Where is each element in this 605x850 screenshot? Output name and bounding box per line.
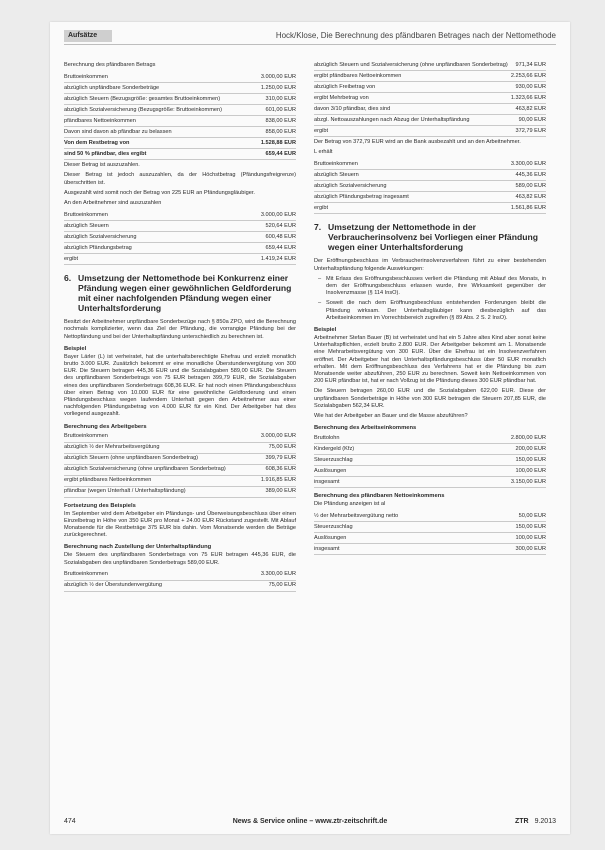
- calc-title: Berechnung des Arbeitseinkommens: [314, 425, 417, 432]
- row-label: Kindergeld (Kfz): [314, 445, 355, 452]
- row-amount: 100,00 EUR: [515, 467, 546, 474]
- issue-number: 9.2013: [534, 818, 556, 825]
- continuation-label: Fortsetzung des Beispiels: [64, 502, 136, 509]
- row-amount: 463,82 EUR: [515, 105, 546, 112]
- table-row: [64, 116, 296, 127]
- table-row: [64, 138, 296, 149]
- table-row: [314, 522, 546, 533]
- row-amount: 3.000,00 EUR: [260, 73, 296, 80]
- page-footer: [64, 816, 556, 828]
- bullet-icon: –: [318, 300, 322, 307]
- table-row: [64, 581, 296, 592]
- calc-title: Berechnung des pfändbaren Nettoeinkommens: [314, 493, 445, 500]
- table-row: [314, 466, 546, 477]
- table-row: [314, 544, 546, 555]
- table-row: [314, 170, 546, 181]
- row-label: abzüglich Pfändungsbetrag insgesamt: [314, 193, 409, 200]
- row-amount: 399,79 EUR: [265, 455, 296, 462]
- row-label: abzüglich Sozialversicherung: [64, 233, 137, 240]
- row-amount: 659,44 EUR: [265, 244, 296, 251]
- table-row: [64, 127, 296, 138]
- row-label: abzüglich Steuern: [314, 171, 359, 178]
- page-header: [64, 28, 556, 45]
- row-amount: 100,00 EUR: [515, 534, 546, 541]
- example-label: Beispiel: [64, 345, 87, 352]
- row-label: abzüglich Steuern: [64, 222, 109, 229]
- table-row: [64, 443, 296, 454]
- table-row: [64, 570, 296, 581]
- table-row: [64, 243, 296, 254]
- calc-table-net: [314, 511, 546, 555]
- journal-abbrev: ZTR: [514, 818, 529, 825]
- table-row: [64, 72, 296, 83]
- row-amount: 310,00 EUR: [265, 95, 296, 102]
- calc-title: An den Arbeitnehmer sind auszuzahlen: [64, 200, 162, 207]
- table-row: [314, 533, 546, 544]
- table-row: [64, 94, 296, 105]
- row-amount: 463,82 EUR: [515, 193, 546, 200]
- row-amount: 3.000,00 EUR: [260, 211, 296, 218]
- paragraph: Die Steuern betragen 260,00 EUR und die Sozialabgaben 622,00 EUR. Diese der unpfändbaren Sonderbeträge in Höhe von 300 EUR betragen die Steuern 207,85 EUR, die Sozialabgaben 562,34 EUR.: [314, 388, 546, 409]
- row-amount: 90,00 EUR: [518, 116, 546, 123]
- row-label: abzüglich Steuern (ohne unpfändbaren Sonderbetrag): [64, 455, 199, 462]
- running-title: Hock/Klose, Die Berechnung des pfändbaren Betrages nach der Nettomethode: [275, 31, 556, 40]
- row-label: ergibt: [64, 255, 78, 262]
- row-amount: 1.561,86 EUR: [510, 204, 546, 211]
- row-amount: 1.528,88 EUR: [260, 139, 296, 146]
- row-label: davon 3/10 pfändbar, dies sind: [314, 105, 391, 112]
- row-label: abzgl. Nettoauszahlungen nach Abzug der Unterhaltspfändung: [314, 116, 470, 123]
- table-row: [314, 455, 546, 466]
- list-item: [318, 300, 546, 322]
- row-amount: 389,00 EUR: [265, 488, 296, 495]
- example-text: Arbeitnehmer Stefan Bauer (B) ist verheiratet und hat ein 5 Jahre altes Kind aber sonst keine Unterhaltspflichten, erzielt brutto 2.800 EUR. Der Arbeitgeber bekommt am 1. Monatsende eine Mehrarbeitsvergütung von 300 EUR. Über die Ehefrau ist ein Insolvenzverfahren eröffnet. Der Arbeitgeber hat den Unterhaltspfändungsbeschluss über 50 EUR monatlich erhalten. Mit dem Eröffnungsbeschluss des Verfahrens hat er die Pfändung bis zum Monatsende weiter abzuführen, 250 EUR zu berechnen. Soweit kein Nettoeinkommen von 200 EUR pfändbar ist, hat er nach Vollzug ist die Pfändung dieses 300 EUR pfändbar hat.: [314, 335, 546, 385]
- left-column: [64, 60, 296, 592]
- heading-number: 7.: [314, 222, 322, 233]
- row-amount: 75,00 EUR: [268, 444, 296, 451]
- table-row: [314, 159, 546, 170]
- calc-note: Dieser Betrag ist auszuzahlen.: [64, 162, 140, 169]
- table-row: [314, 60, 546, 71]
- row-label: abzüglich Sozialversicherung (Bezugsgröße: Bruttoeinkommen): [64, 106, 222, 113]
- row-amount: 971,34 EUR: [515, 61, 546, 68]
- footer-issue: [515, 816, 556, 828]
- table-row: [314, 115, 546, 126]
- table-row: [64, 465, 296, 476]
- table-row: [314, 181, 546, 192]
- row-label: abzüglich ½ der Mehrarbeitsvergütung: [64, 444, 160, 451]
- row-amount: 589,00 EUR: [515, 182, 546, 189]
- paragraph: Besitzt der Arbeitnehmer unpfändbare Sonderbezüge nach § 850a ZPO, wird die Berechnung nochmals komplizierter, wenn das Ziel der Pfändung, die vorrangige Pfändung bei der Nettopfändung und bei der Unterhaltspfändung unterschiedlich zu berechnen ist.: [64, 319, 296, 340]
- row-amount: 200,00 EUR: [515, 445, 546, 452]
- bullet-icon: –: [318, 275, 322, 282]
- row-label: pfändbar (wegen Unterhalt / Unterhaltspfändung): [64, 488, 186, 495]
- row-amount: 600,48 EUR: [265, 233, 296, 240]
- table-row: [314, 511, 546, 522]
- row-amount: 3.150,00 EUR: [510, 478, 546, 485]
- row-label: abzüglich Sozialversicherung: [314, 182, 387, 189]
- row-amount: 2.800,00 EUR: [510, 434, 546, 441]
- row-label: sind 50 % pfändbar, dies ergibt: [64, 150, 147, 157]
- table-row: [64, 454, 296, 465]
- heading-text: Umsetzung der Nettomethode bei Konkurrenz einer Pfändung wegen einer gewöhnlichen Geldforderung mit einer nachfolgenden Pfändung wegen einer Unterhaltsforderung: [78, 273, 292, 314]
- page-number: 474: [64, 818, 76, 825]
- table-row: [64, 232, 296, 243]
- table-row: [64, 476, 296, 487]
- table-row: [314, 433, 546, 444]
- table-row: [314, 203, 546, 214]
- row-label: Davon sind davon ab pfändbar zu belassen: [64, 128, 172, 135]
- calc-table-1: [64, 72, 296, 160]
- row-label: Auslösungen: [314, 534, 347, 541]
- row-label: abzüglich Freibetrag von: [314, 83, 376, 90]
- row-amount: 150,00 EUR: [515, 456, 546, 463]
- example-label: Beispiel: [314, 327, 337, 334]
- table-row: [314, 444, 546, 455]
- row-label: abzüglich Sozialversicherung (ohne unpfändbaren Sonderbetrag): [64, 466, 226, 473]
- row-label: ergibt: [314, 204, 328, 211]
- document-page: [50, 22, 570, 834]
- table-row: [64, 83, 296, 94]
- row-amount: 50,00 EUR: [518, 512, 546, 519]
- table-row: [64, 105, 296, 116]
- calc-title: Berechnung des Arbeitgebers: [64, 423, 147, 430]
- paragraph: Der Eröffnungsbeschluss im Verbraucherinsolvenzverfahren führt zu einer bestehenden Unterhaltspfändung folgende Auswirkungen:: [314, 258, 546, 272]
- row-amount: 608,36 EUR: [265, 466, 296, 473]
- bullet-text: Soweit die nach dem Eröffnungsbeschluss entstehenden Forderungen bleibt die Pfändung wirksam. Der Unterhaltsgläubiger kann diesbezüglich auf das Arbeitseinkommen im Vorrechtsbereich zugreifen (§ 89 Abs. 2 S. 2 InsO).: [326, 300, 546, 321]
- row-amount: 2.253,66 EUR: [510, 72, 546, 79]
- paragraph: Die Steuern des unpfändbaren Sonderbetrags von 75 EUR betragen 445,36 EUR, die Sozialabgaben des unpfändbaren Sonderbetrags 589,00 EUR.: [64, 552, 296, 566]
- row-amount: 372,79 EUR: [515, 127, 546, 134]
- row-label: Bruttoeinkommen: [64, 73, 108, 80]
- section-heading-7: [314, 222, 546, 252]
- row-label: Von dem Restbetrag von: [64, 139, 130, 146]
- right-column: [314, 60, 546, 555]
- table-row: [64, 432, 296, 443]
- calc-table-l-receives: [314, 159, 546, 214]
- row-amount: 1.250,00 EUR: [260, 84, 296, 91]
- row-label: abzüglich Pfändungsbetrag: [64, 244, 132, 251]
- paragraph: Dieser Betrag ist jedoch auszuzahlen, da der Höchstbetrag (Pfändungsfreigrenze) überschritten ist.: [64, 172, 296, 186]
- row-label: Steuerzuschlag: [314, 523, 353, 530]
- row-amount: 1.916,85 EUR: [260, 477, 296, 484]
- row-label: pfändbares Nettoeinkommen: [64, 117, 136, 124]
- row-amount: 520,64 EUR: [265, 222, 296, 229]
- row-amount: 150,00 EUR: [515, 523, 546, 530]
- row-amount: 75,00 EUR: [268, 582, 296, 589]
- paragraph: Ausgezahlt wird somit noch der Betrag von 225 EUR an Pfändungsgläubiger.: [64, 189, 255, 196]
- row-amount: 3.300,00 EUR: [260, 571, 296, 578]
- table-row: [64, 210, 296, 221]
- calc-table-income: [314, 433, 546, 488]
- table-row: [314, 82, 546, 93]
- table-row: [314, 104, 546, 115]
- calc-table-top: [314, 60, 546, 137]
- row-label: ergibt pfändbares Nettoeinkommen: [314, 72, 402, 79]
- table-row: [64, 149, 296, 160]
- section-heading-6: [64, 273, 296, 313]
- calc-table-4: [64, 570, 296, 592]
- row-amount: 838,00 EUR: [265, 117, 296, 124]
- footer-website: News & Service online – www.ztr-zeitschrift.de: [232, 818, 388, 825]
- example-text: Bayer Lärler (L) ist verheiratet, hat die unterhaltsberechtigte Ehefrau und erzielt monatlich brutto 3.000 EUR. Zusätzlich bekommt er eine monatliche Überstundenvergütung von 300 EUR. Die Steuern betragen 445,36 EUR und die Sozialabgaben 589,00 EUR. Die Steuern des unpfändbaren Sonderbetrags von 75 EUR betragen 399,79 EUR, die Sozialabgaben eines des unpfändbaren Sonderbetrags 608,36 EUR. Er hat noch einen Pfändungsbeschluss über einen Betrag von 10.000 EUR für eine gewöhnliche Geldforderung und einen Pfändungsbeschluss wegen laufendem Unterhalt gegen den Arbeitnehmer aus einer nachfolgenden Pfändungsbetrag von 4.000 EUR für ein Kind. Der Arbeitgeber hat dies vorliegend ausgezahlt.: [64, 353, 296, 418]
- row-label: Steuerzuschlag: [314, 456, 353, 463]
- calc-subtitle: Die Pfändung anzeigen ist al: [314, 501, 386, 508]
- row-label: abzüglich Steuern und Sozialversicherung (ohne unpfändbaren Sonderbetrag): [314, 61, 508, 68]
- list-item: [318, 276, 546, 298]
- calc-table-3: [64, 432, 296, 498]
- table-row: [64, 221, 296, 232]
- row-label: Bruttoeinkommen: [64, 433, 108, 440]
- paragraph: Der Betrag von 372,79 EUR wird an die Bank ausbezahlt und an den Arbeitnehmer.: [314, 139, 521, 145]
- continuation-text: Im September wird dem Arbeitgeber ein Pfändungs- und Überweisungsbeschluss über einen Einzelbetrag in Höhe von 350 EUR pro Monat + 24.00 EUR Rückstand zugestellt. Mit Ablauf Monatsende für die Restbeträge 375 EUR bis dahin. Vom Monatsende werden die Beträge zurückgerechnet.: [64, 510, 296, 539]
- calc-title: Berechnung nach Zustellung der Unterhaltspfändung: [64, 544, 212, 551]
- bullet-text: Mit Erlass des Eröffnungsbeschlusses verliert die Pfändung mit Ablauf des Monats, in dem der Eröffnungsbeschluss erlassen wurde, ihre Wirksamkeit gegenüber der Insolvenzmasse (§ 114 InsO).: [326, 275, 546, 297]
- heading-text: Umsetzung der Nettomethode in der Verbraucherinsolvenz bei Vorliegen einer Pfändung wegen einer Unterhaltsforderung: [328, 222, 538, 253]
- row-label: Bruttoeinkommen: [314, 160, 358, 167]
- row-amount: 445,36 EUR: [515, 171, 546, 178]
- row-amount: 930,00 EUR: [515, 83, 546, 90]
- section-label: Aufsätze: [64, 30, 112, 42]
- row-label: ergibt pfändbares Nettoeinkommen: [64, 477, 152, 484]
- row-label: insgesamt: [314, 478, 340, 485]
- calc-table-2: [64, 210, 296, 265]
- row-amount: 659,44 EUR: [265, 150, 296, 157]
- table-row: [314, 477, 546, 488]
- row-label: insgesamt: [314, 545, 340, 552]
- row-label: Bruttolohn: [314, 434, 340, 441]
- row-label: ½ der Mehrarbeitsvergütung netto: [314, 512, 399, 519]
- table-row: [314, 71, 546, 82]
- row-amount: 1.323,66 EUR: [510, 94, 546, 101]
- row-label: abzüglich unpfändbare Sonderbeträge: [64, 84, 160, 91]
- row-label: ergibt: [314, 127, 328, 134]
- row-label: Bruttoeinkommen: [64, 571, 108, 578]
- table-row: [314, 126, 546, 137]
- table-row: [314, 192, 546, 203]
- row-label: Auslösungen: [314, 467, 347, 474]
- row-amount: 1.419,24 EUR: [260, 255, 296, 262]
- row-amount: 858,00 EUR: [265, 128, 296, 135]
- row-amount: 3.300,00 EUR: [510, 160, 546, 167]
- row-amount: 300,00 EUR: [515, 545, 546, 552]
- calc-title: Berechnung des pfändbaren Betrags: [64, 62, 156, 68]
- heading-number: 6.: [64, 273, 72, 284]
- row-amount: 601,00 EUR: [265, 106, 296, 113]
- row-label: Bruttoeinkommen: [64, 211, 108, 218]
- row-label: abzüglich ½ der Überstundenvergütung: [64, 582, 162, 589]
- row-amount: 3.000,00 EUR: [260, 433, 296, 440]
- paragraph: Wie hat der Arbeitgeber an Bauer und die Masse abzuführen?: [314, 413, 468, 420]
- row-label: ergibt Mehrbetrag von: [314, 94, 369, 101]
- table-row: [64, 254, 296, 265]
- row-label: abzüglich Steuern (Bezugsgröße: gesamtes Bruttoeinkommen): [64, 95, 221, 102]
- table-row: [314, 93, 546, 104]
- table-row: [64, 487, 296, 498]
- calc-title: L erhält: [314, 149, 333, 156]
